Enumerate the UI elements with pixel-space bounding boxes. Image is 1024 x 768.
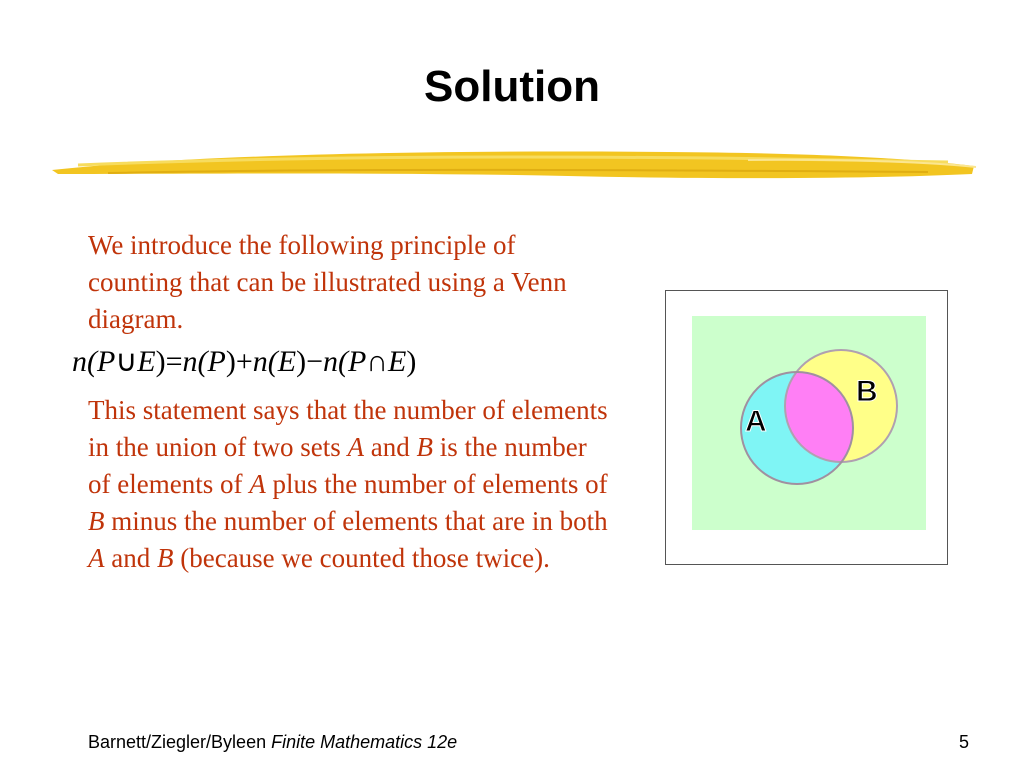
set-b-label: B: [856, 375, 878, 408]
set-a-label: A: [745, 405, 767, 438]
formula-e: E: [277, 345, 297, 378]
footer-citation: [88, 732, 457, 753]
venn-diagram-frame: [665, 290, 948, 565]
intersection-symbol: ∩: [366, 345, 389, 378]
slide-title: Solution: [424, 62, 600, 111]
minus-symbol: −: [306, 345, 324, 378]
yellow-brush-divider: [48, 140, 978, 190]
set-a-name: A: [347, 432, 364, 462]
formula-paren: ): [406, 345, 417, 378]
inclusion-exclusion-formula: [72, 344, 416, 379]
explanation-text: and: [104, 543, 157, 573]
explanation-text: and: [363, 432, 417, 462]
intro-paragraph: We introduce the following principle of counting that can be illustrated using a Venn diagram.: [88, 230, 567, 334]
formula-p: P: [207, 345, 226, 378]
explanation-text: plus the number of elements of: [265, 469, 608, 499]
set-b-name: B: [416, 432, 433, 462]
venn-diagram: [692, 316, 926, 530]
formula-e: E: [388, 345, 407, 378]
formula-paren: ): [296, 345, 307, 378]
formula-p: P: [97, 345, 116, 378]
explanation-text: (because we counted those twice).: [173, 543, 550, 573]
footer-authors: Barnett/Ziegler/Byleen: [88, 732, 272, 752]
formula-n: n(: [182, 345, 208, 378]
set-a-name: A: [88, 543, 105, 573]
explanation-text: is the number of elements of: [88, 432, 587, 499]
formula-n: n(: [323, 345, 349, 378]
formula-n: n(: [72, 345, 97, 378]
set-b-name: B: [88, 506, 105, 536]
explanation-paragraph: [88, 392, 608, 577]
explanation-text: This statement says that the number of elements in the union of two sets: [88, 395, 608, 462]
formula-paren: ): [225, 345, 236, 378]
formula-p: P: [348, 345, 367, 378]
page-number: 5: [958, 732, 969, 752]
explanation-text: minus the number of elements that are in both: [104, 506, 608, 536]
union-symbol: ∪: [115, 345, 138, 378]
set-b-name: B: [156, 543, 174, 573]
set-a-name: A: [249, 469, 266, 499]
footer-book-title: Finite Mathematics 12e: [271, 732, 458, 752]
formula-e: E: [137, 345, 156, 378]
equals-symbol: =: [165, 345, 183, 378]
plus-symbol: +: [235, 345, 253, 378]
formula-paren: ): [155, 345, 166, 378]
formula-n: n(: [252, 345, 278, 378]
